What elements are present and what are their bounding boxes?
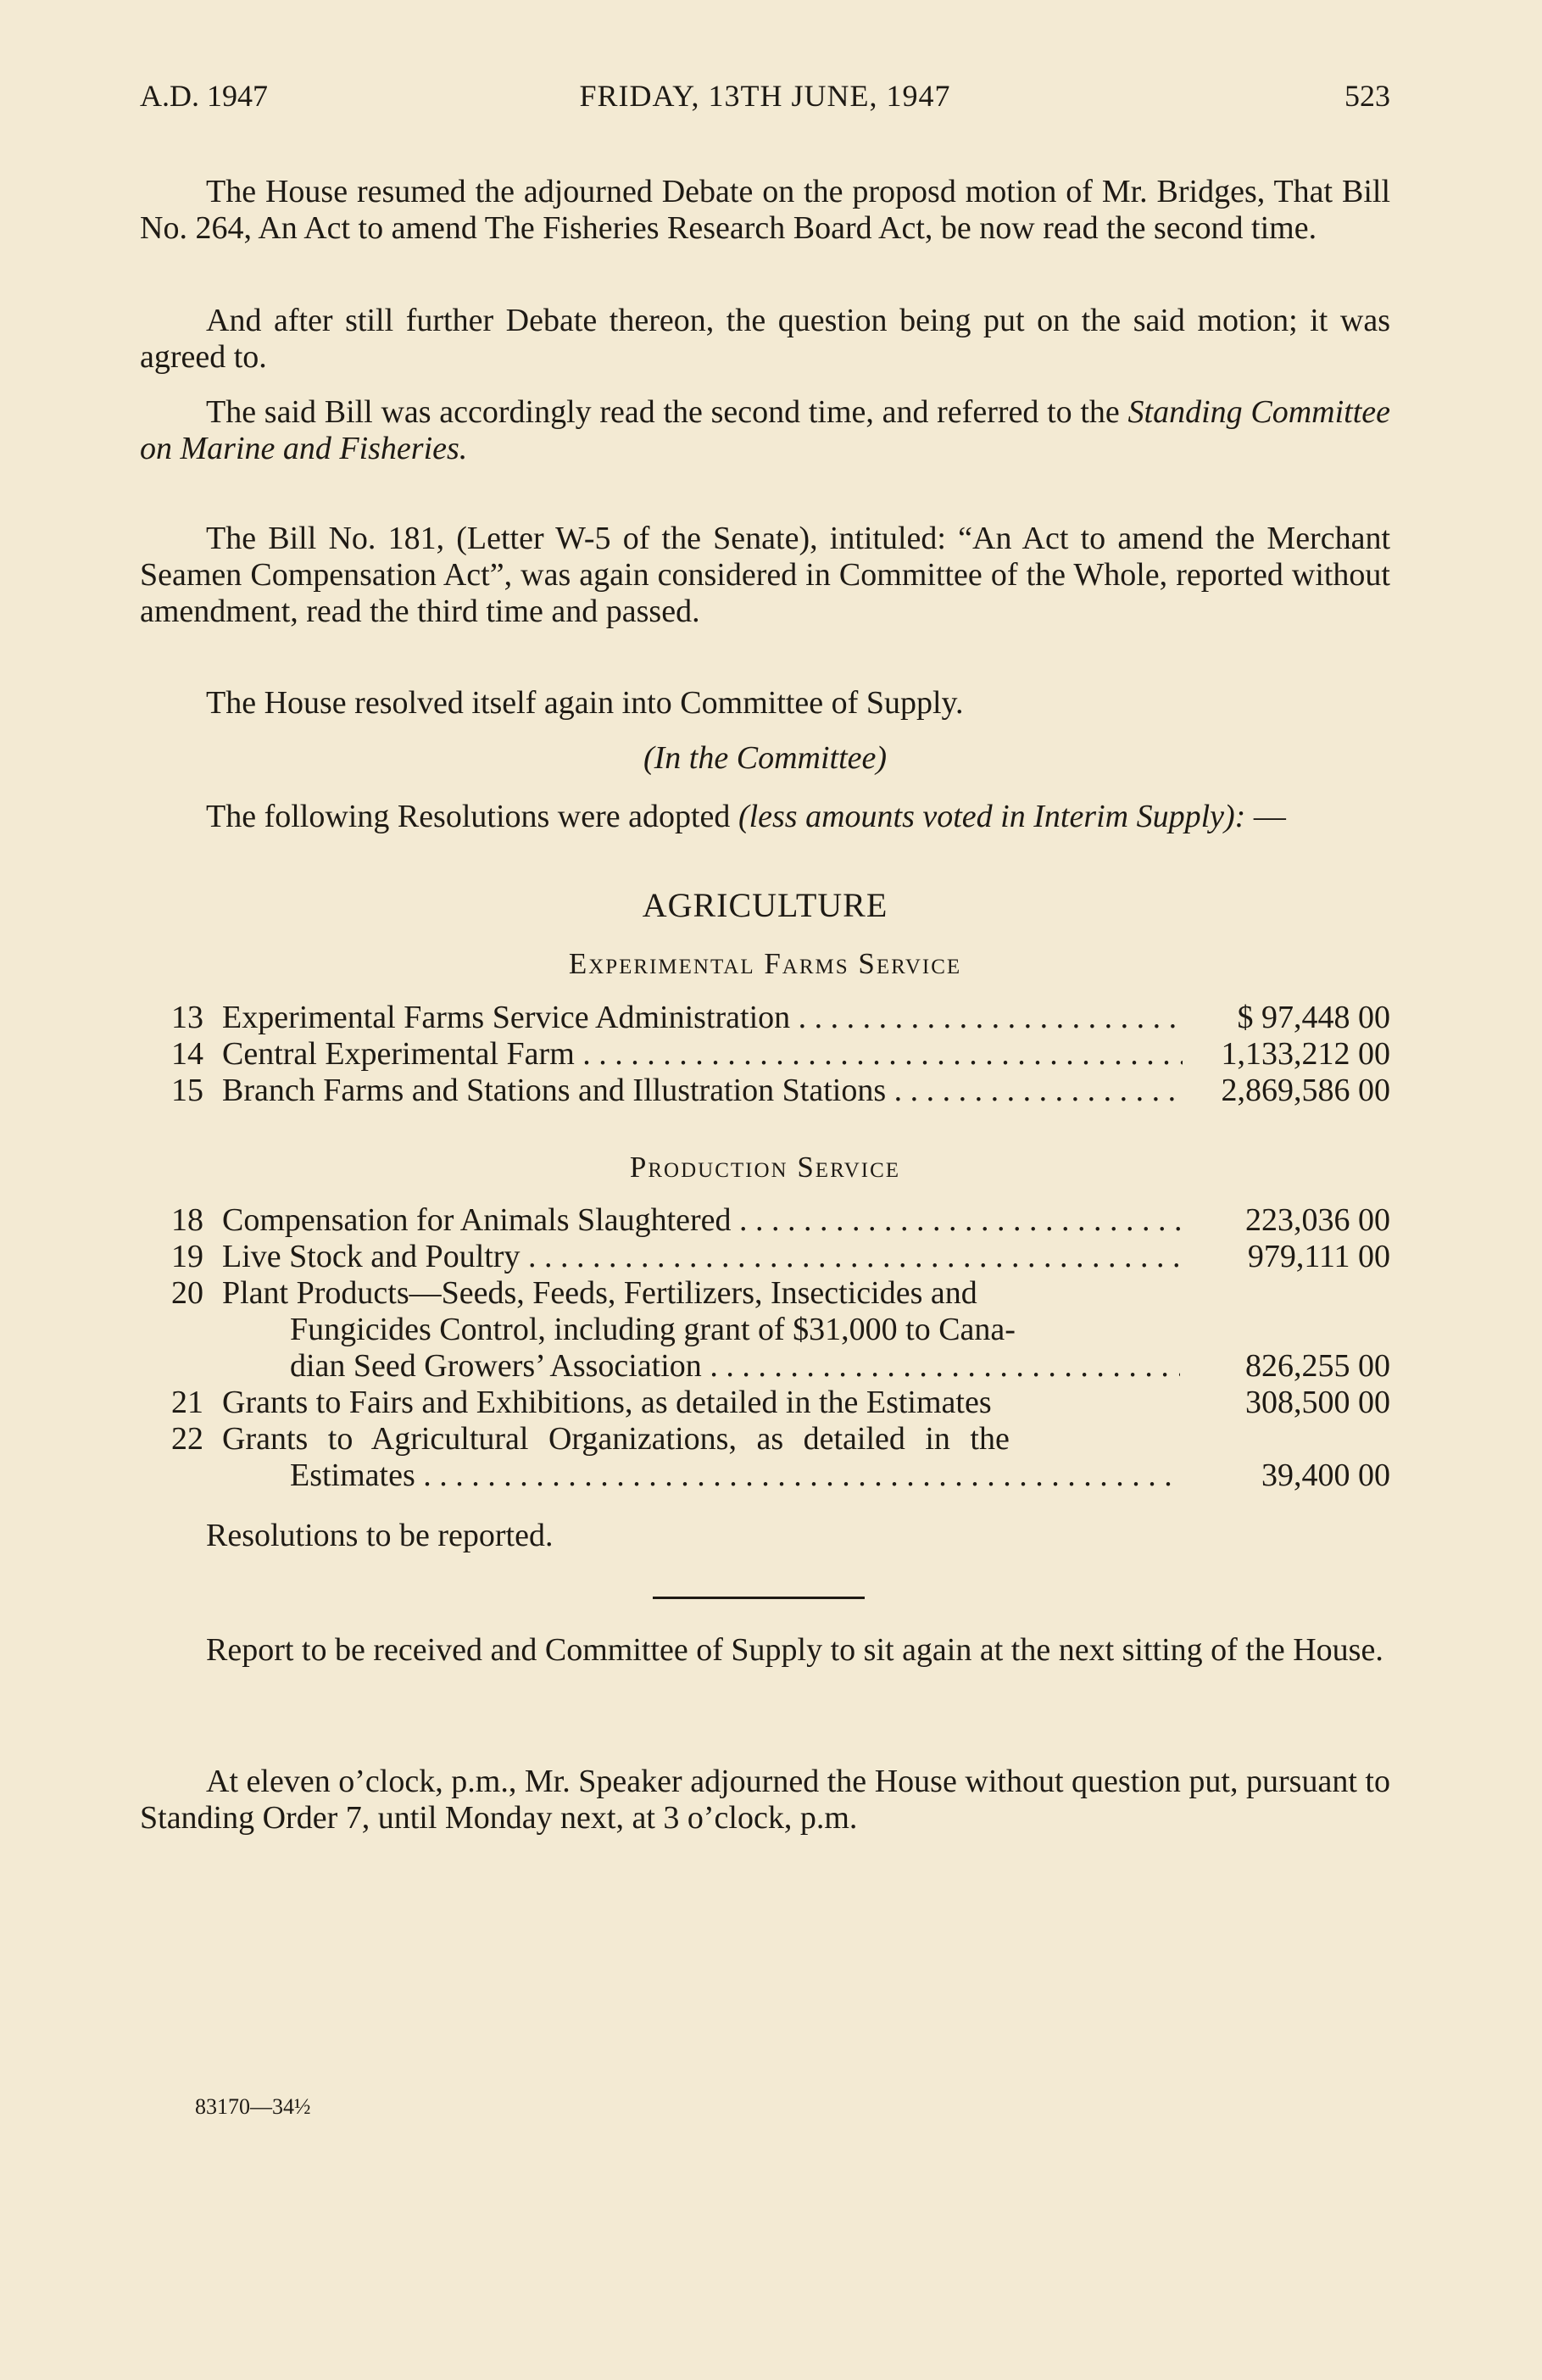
paragraph-adjournment: At eleven o’clock, p.m., Mr. Speaker adjourned the House without question put, pursuant to Standing Order 7, until Monday next, at 3 o’clock, p.m.: [140, 1764, 1390, 1836]
experimental-farms-heading: Experimental Farms Service: [568, 947, 962, 980]
resolutions-reported: Resolutions to be reported.: [206, 1518, 554, 1553]
document-page: A.D. 1947 FRIDAY, 13TH JUNE, 1947 523 The House resumed the adjourned Debate on the proposd motion of Mr. Bridges, That Bill No. 264, An Act to amend The Fisheries Research Board Act, be now read the second time. And after still further Debate thereon, the question being put on the said motion; it was agreed to. The said Bill was accordingly read the second time, and referred to the Standing Committee on Marine and Fisheries. The Bill No. 181, (Letter W-5 of the Senate), intituled: “An Act to amend the Merchant Seamen Compensation Act”, was again considered in Committee of the Whole, reported without amendment, read the third time and passed. The House resolved itself again into Committee of Supply. (In the Committee) The following Resolutions were adopted (less amounts voted in Interim Supply): — AGRICULTURE Experimental Farms Service 13 Experimental Farms Service Administration . . . $ 97,448 00 14 Central Experimental Farm . . . 1,133,212 00 15 Branch Farms and Stations and Illustration Stations . . . 2,869,586 00 Production Service 18 Compensation for Animals Slaughtered . . . 223,036 00 19 Live Stock and Poultry . . . 979,111 00 20 Plant Products—Seeds, Feeds, Fertilizers, Insecticides and Fungicides Control, including grant of $31,000 to Cana- dian Seed Growers’ Association . . . 826,255 00 21 Grants to Fairs and Exhibitions, as detailed in the Estimates 308,500 00 22 Grants to Agricultural Organizations, as detailed in the Estimates . . . 39,400 00 Resolutions to be reported. Report to be received and Committee of Supply to sit again at the next sitting of the House. At eleven o’clock, p.m., Mr. Speaker adjourned the House without question put, pursuant to Standing Order 7, until Monday next, at 3 o’clock, p.m. 83170—34½: [0, 0, 1542, 2380]
paragraph-bill-referred: The said Bill was accordingly read the second time, and referred to the Standing Committee on Marine and Fisheries.: [140, 394, 1390, 466]
agriculture-heading: AGRICULTURE: [642, 886, 888, 924]
list-item-continuation: dian Seed Growers’ Association . . .: [290, 1348, 1180, 1385]
paragraph-debate-resumed: The House resumed the adjourned Debate on the proposd motion of Mr. Bridges, That Bill No. 264, An Act to amend The Fisheries Research Board Act, be now read the second time.: [140, 174, 1390, 246]
list-item-continuation: Fungicides Control, including grant of $31,000 to Cana-: [290, 1312, 1016, 1347]
list-item-continuation: Estimates . . .: [290, 1458, 1180, 1494]
paragraph-report-received: Report to be received and Committee of Supply to sit again at the next sitting of the House.: [206, 1632, 1383, 1668]
paragraph-committee-supply: The House resolved itself again into Committee of Supply.: [206, 685, 964, 721]
paragraph-bill-181: The Bill No. 181, (Letter W-5 of the Senate), intituled: “An Act to amend the Merchant Seamen Compensation Act”, was again considered in Committee of the Whole, reported without amendment, read the third time and passed.: [140, 521, 1390, 629]
in-committee-label: (In the Committee): [643, 740, 888, 776]
section-divider: [653, 1597, 865, 1599]
page-number: 523: [1344, 79, 1390, 113]
footer-printer-code: 83170—34½: [195, 2094, 311, 2119]
header-date: FRIDAY, 13TH JUNE, 1947: [579, 79, 951, 113]
page-header: [140, 78, 1390, 120]
paragraph-resolutions-adopted: The following Resolutions were adopted (less amounts voted in Interim Supply): —: [206, 799, 1286, 834]
header-year: A.D. 1947: [140, 79, 268, 113]
paragraph-motion-agreed: And after still further Debate thereon, the question being put on the said motion; it was agreed to.: [140, 303, 1390, 375]
production-service-heading: Production Service: [629, 1151, 901, 1184]
committee-name: Standing Committee on Marine and Fisheries.: [140, 394, 1390, 466]
